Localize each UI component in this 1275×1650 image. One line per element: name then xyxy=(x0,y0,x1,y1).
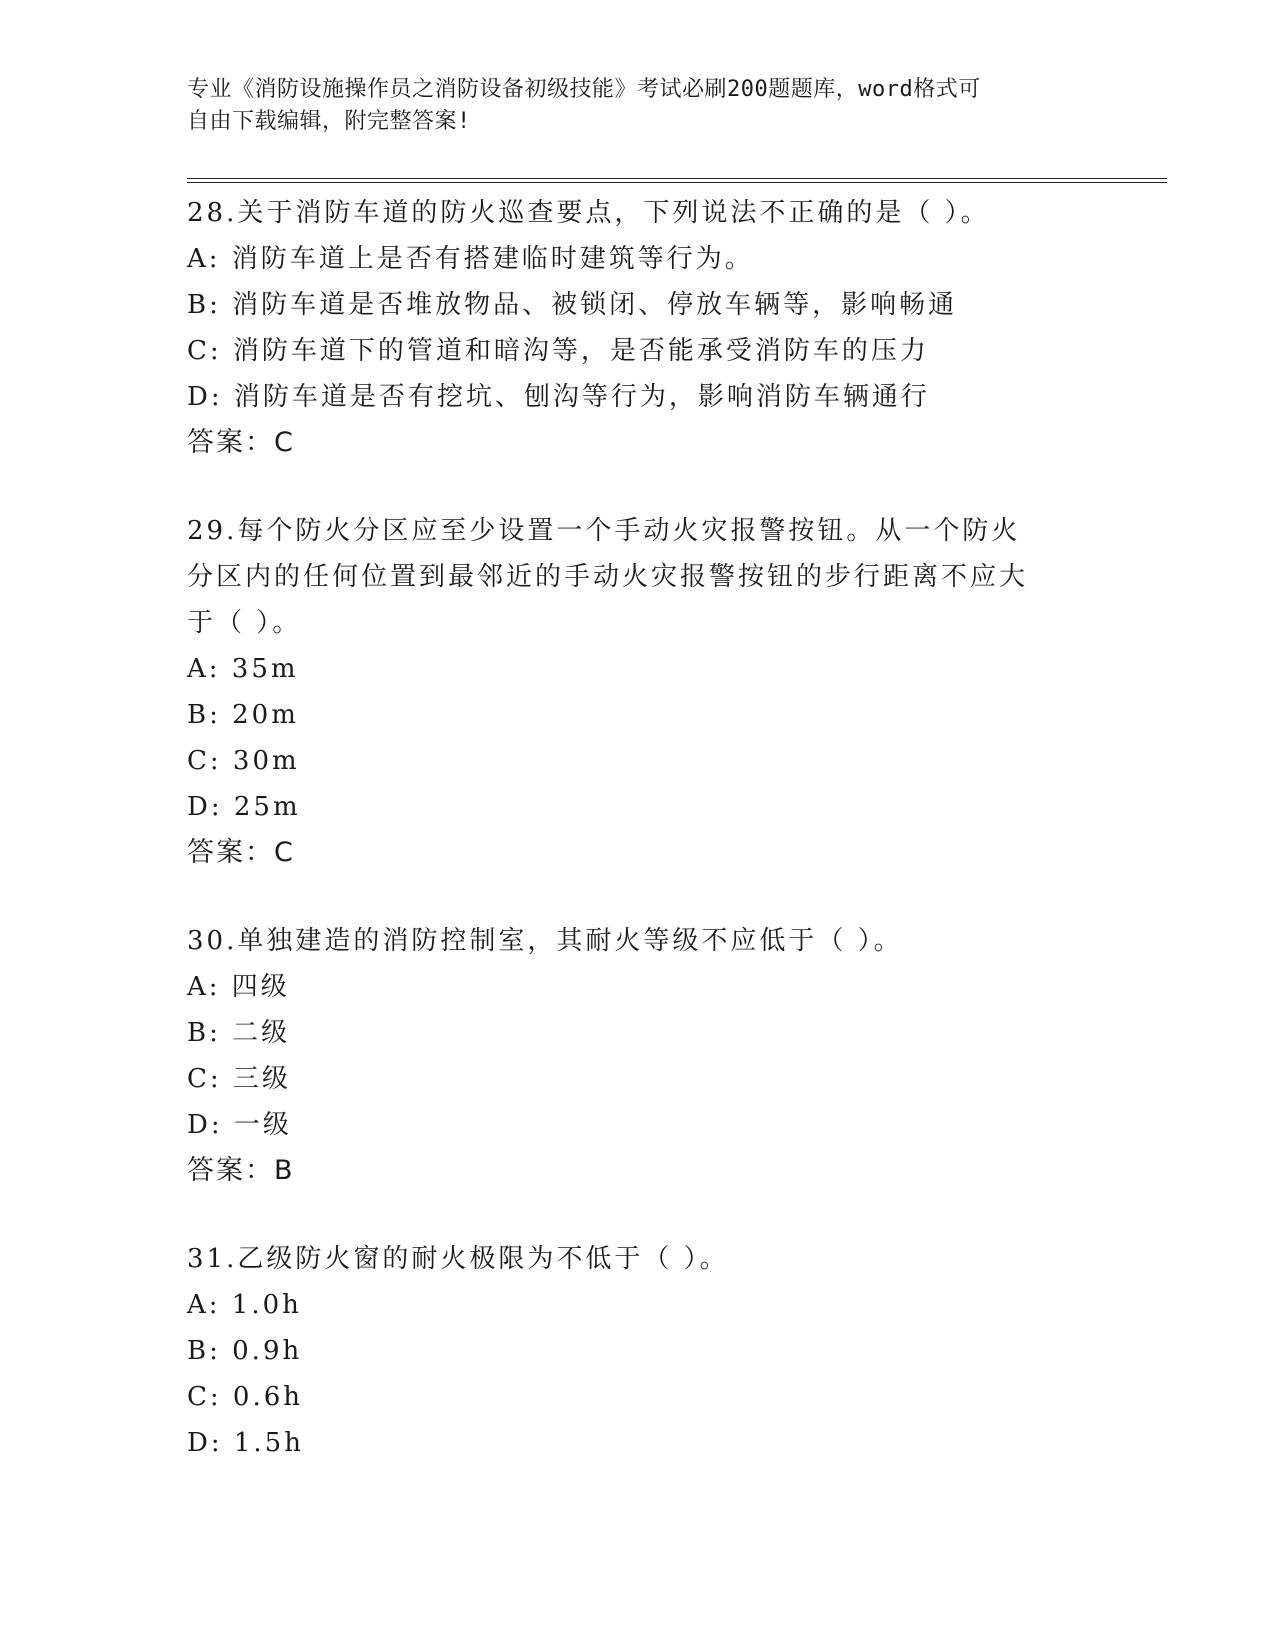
question-30 xyxy=(187,918,1087,1194)
question-list xyxy=(187,190,1087,1508)
answer-label: 答案：C xyxy=(187,427,295,458)
option-a: A: 消防车道上是否有搭建临时建筑等行为。 xyxy=(187,244,754,274)
option-b: B: 20m xyxy=(187,700,299,730)
option-d: D: 1.5h xyxy=(187,1428,304,1458)
option-a: A: 四级 xyxy=(187,972,290,1002)
answer-label: 答案：C xyxy=(187,837,295,868)
question-31 xyxy=(187,1236,1087,1466)
option-d: D: 消防车道是否有挖坑、刨沟等行为，影响消防车辆通行 xyxy=(187,382,930,412)
option-c: C: 0.6h xyxy=(187,1382,304,1412)
question-stem: 28.关于消防车道的防火巡查要点，下列说法不正确的是（ ）。 xyxy=(187,198,990,228)
document-header xyxy=(187,74,1067,138)
header-line-2: 自由下载编辑，附完整答案! xyxy=(187,109,471,134)
option-a: A: 1.0h xyxy=(187,1290,302,1320)
option-c: C: 30m xyxy=(187,746,300,776)
option-b: B: 二级 xyxy=(187,1018,291,1048)
option-a: A: 35m xyxy=(187,654,299,684)
option-d: D: 25m xyxy=(187,792,301,822)
option-b: B: 消防车道是否堆放物品、被锁闭、停放车辆等，影响畅通 xyxy=(187,290,958,320)
header-line-1: 专业《消防设施操作员之消防设备初级技能》考试必刷200题题库，word格式可 xyxy=(187,77,981,102)
header-divider xyxy=(187,178,1167,183)
question-stem: 30.单独建造的消防控制室，其耐火等级不应低于（ ）。 xyxy=(187,926,903,956)
option-c: C: 三级 xyxy=(187,1064,291,1094)
question-stem: 29.每个防火分区应至少设置一个手动火灾报警按钮。从一个防火分区内的任何位置到最邻近的手动火灾报警按钮的步行距离不应大于（ ）。 xyxy=(187,516,1029,638)
answer-label: 答案：B xyxy=(187,1155,295,1186)
document-page xyxy=(187,0,1167,1650)
option-d: D: 一级 xyxy=(187,1110,292,1140)
option-c: C: 消防车道下的管道和暗沟等，是否能承受消防车的压力 xyxy=(187,336,929,366)
question-stem: 31.乙级防火窗的耐火极限为不低于（ ）。 xyxy=(187,1244,729,1274)
option-b: B: 0.9h xyxy=(187,1336,303,1366)
question-29 xyxy=(187,508,1087,876)
question-28 xyxy=(187,190,1087,466)
